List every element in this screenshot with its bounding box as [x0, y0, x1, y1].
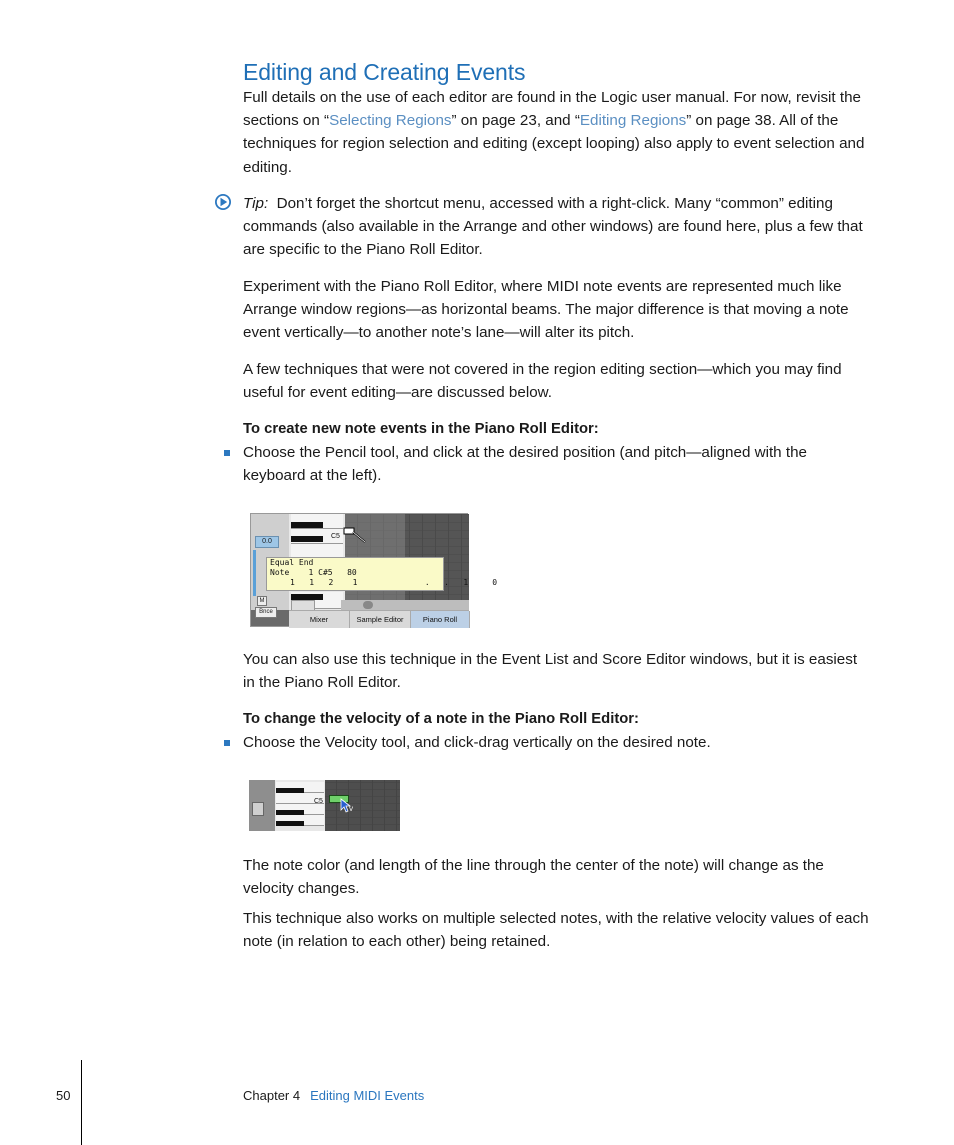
paragraph-event-list: You can also use this technique in the Event List and Score Editor windows, but it is easiest in the Piano Roll Editor. — [243, 651, 858, 692]
intro-text-c: ” on page 38. All of the techniques for region selection and editing (except looping) also apply to event selection and editing. — [243, 112, 865, 176]
svg-text:V: V — [349, 806, 354, 813]
piano-roll-screenshot — [250, 513, 498, 627]
value-field[interactable]: 0.0 — [255, 536, 279, 548]
bounce-button[interactable]: Bnce — [255, 607, 277, 618]
chapter-title: Editing MIDI Events — [310, 1088, 425, 1103]
section-heading: Editing and Creating Events — [243, 59, 526, 85]
bullet-marker — [224, 450, 230, 456]
intro-text-b: ” on page 23, and “ — [451, 112, 580, 130]
scroll-thumb[interactable] — [363, 601, 373, 609]
tooltip-line-1: Equal End — [270, 558, 314, 567]
tab-piano-roll[interactable]: Piano Roll — [411, 611, 470, 628]
footer-divider — [81, 1060, 82, 1145]
paragraph-techniques: A few techniques that were not covered in the region editing section—which you may find useful for event editing—are discussed below. — [243, 361, 842, 402]
tip-arrow-icon — [214, 193, 232, 211]
velocity-tool-screenshot — [249, 780, 400, 831]
task-heading-create: To create new note events in the Piano Roll Editor: — [243, 421, 599, 437]
bullet-text-pencil: Choose the Pencil tool, and click at the desired position (and pitch—aligned with the keyboard at the left). — [243, 444, 807, 485]
page-number: 50 — [56, 1088, 71, 1103]
tip-label: Tip: — [243, 195, 269, 212]
tip-paragraph — [243, 192, 869, 262]
bullet-text-velocity: Choose the Velocity tool, and click-drag vertically on the desired note. — [243, 734, 711, 751]
link-selecting-regions[interactable]: Selecting Regions — [329, 112, 452, 130]
tooltip-line-3: 1 1 2 1 . . 1 0 — [290, 578, 498, 587]
tooltip-line-2: Note 1 C#5 80 — [270, 568, 357, 577]
note-tooltip — [266, 557, 498, 591]
link-editing-regions[interactable]: Editing Regions — [579, 112, 687, 130]
footer-chapter — [243, 1088, 424, 1103]
bullet-marker — [224, 740, 230, 746]
intro-paragraph — [243, 86, 869, 179]
bullet-item-pencil — [243, 441, 869, 487]
bullet-item-velocity — [243, 731, 869, 754]
tab-mixer[interactable]: Mixer — [289, 611, 350, 628]
tip-text: Don’t forget the shortcut menu, accessed with a right-click. Many “common” editing commands (also available in the Arrange and other windows) are found here, plus a few that are specific to the Piano Roll Editor. — [243, 195, 863, 259]
key-label-c5: C5 — [331, 533, 340, 540]
pencil-cursor-icon — [343, 526, 369, 546]
chapter-label: Chapter 4 — [243, 1088, 301, 1103]
paragraph-multiple-notes: This technique also works on multiple selected notes, with the relative velocity values of each note (in relation to each other) being retained. — [243, 910, 869, 951]
intro-text-a: Full details on the use of each editor are found in the Logic user manual. For now, revisit the sections on “ — [243, 89, 861, 130]
key-label-c5: C5 — [314, 798, 323, 805]
paragraph-piano-roll: Experiment with the Piano Roll Editor, where MIDI note events are represented much like Arrange window regions—as horizontal beams. The major difference is that moving a note event vertically—to another note’s lane—will alter its pitch. — [243, 278, 849, 342]
paragraph-note-color: The note color (and length of the line through the center of the note) will change as the velocity changes. — [243, 857, 824, 898]
tab-sample-editor[interactable]: Sample Editor — [350, 611, 411, 628]
mute-button[interactable]: M — [257, 596, 267, 606]
editor-tab-bar — [289, 610, 469, 628]
task-heading-velocity: To change the velocity of a note in the Piano Roll Editor: — [243, 711, 639, 727]
velocity-cursor-icon — [340, 798, 358, 814]
